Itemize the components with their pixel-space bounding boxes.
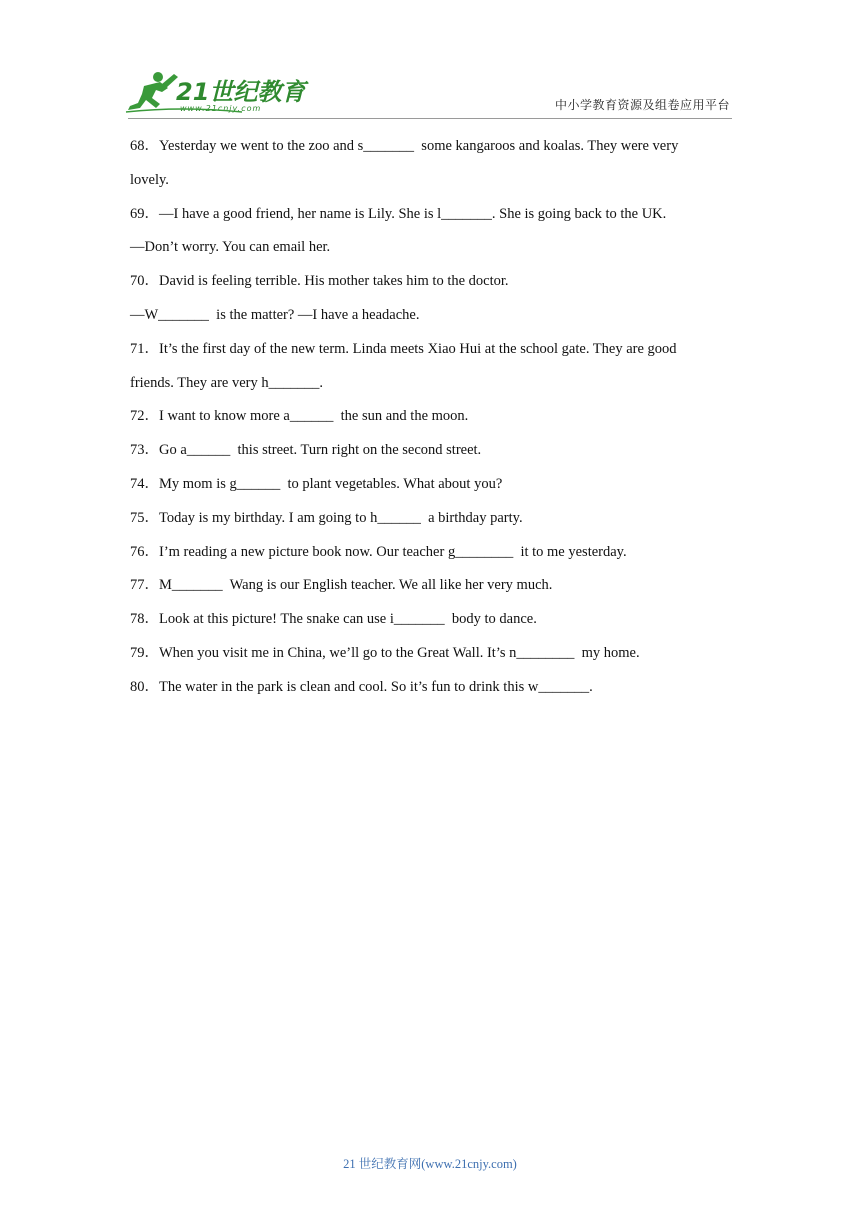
- question-line: 80．The water in the park is clean and cool. So it’s fun to drink this w_______.: [130, 678, 593, 695]
- question-line: 77．M_______ Wang is our English teacher. We all like her very much.: [130, 577, 553, 594]
- question-line: 72．I want to know more a______ the sun and the moon.: [130, 408, 469, 425]
- header-divider: [128, 118, 732, 119]
- question-line: 79．When you visit me in China, we’ll go to the Great Wall. It’s n________ my home.: [130, 644, 640, 661]
- question-line: 78．Look at this picture! The snake can use i_______ body to dance.: [130, 611, 537, 628]
- question-line: lovely.: [130, 171, 169, 188]
- svg-text:21世纪教育: 21世纪教育: [176, 78, 306, 106]
- question-line: 73．Go a______ this street. Turn right on the second street.: [130, 442, 482, 459]
- question-line: 76．I’m reading a new picture book now. Our teacher g________ it to me yesterday.: [130, 543, 627, 560]
- question-line: —W_______ is the matter? —I have a headache.: [130, 306, 420, 323]
- question-line: 69．—I have a good friend, her name is Lily. She is l_______. She is going back to the UK.: [130, 205, 667, 222]
- page-footer[interactable]: 21 世纪教育网(www.21cnjy.com): [343, 1157, 517, 1171]
- question-line: 68．Yesterday we went to the zoo and s_______ some kangaroos and koalas. They were very: [130, 138, 679, 154]
- svg-text:www.21cnjy.com: www.21cnjy.com: [180, 104, 262, 113]
- platform-name: 中小学教育资源及组卷应用平台: [554, 98, 730, 112]
- question-line: 74．My mom is g______ to plant vegetables. What about you?: [130, 475, 503, 492]
- question-line: 71．It’s the first day of the new term. Linda meets Xiao Hui at the school gate. They are good: [130, 340, 677, 357]
- runner-icon: [128, 72, 178, 110]
- question-line: 75．Today is my birthday. I am going to h______ a birthday party.: [130, 509, 523, 526]
- question-line: —Don’t worry. You can email her.: [130, 239, 331, 256]
- question-line: 70．David is feeling terrible. His mother takes him to the doctor.: [130, 273, 509, 290]
- site-logo: [122, 68, 306, 116]
- page-header: [0, 0, 860, 120]
- question-list: [130, 130, 730, 705]
- question-line: friends. They are very h_______.: [130, 374, 324, 391]
